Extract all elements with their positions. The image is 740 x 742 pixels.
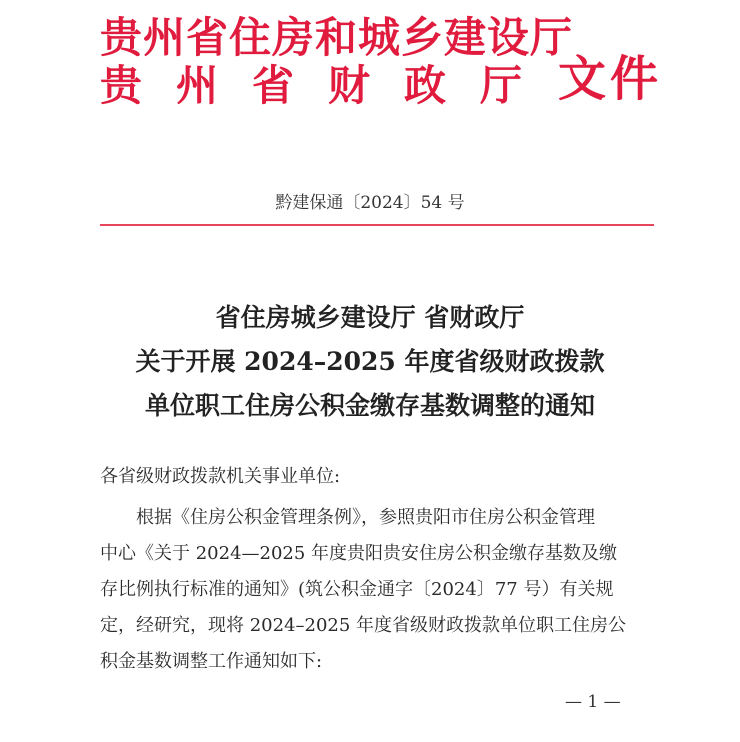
issuing-agencies bbox=[100, 14, 573, 110]
document-type-label: 文件 bbox=[558, 51, 663, 107]
issuer-finance-dept: 贵州省财政厅 bbox=[100, 61, 557, 110]
document-title bbox=[0, 296, 740, 428]
body-line: 中心《关于 2024—2025 年度贵阳贵安住房公积金缴存基数及缴 bbox=[100, 543, 618, 564]
body-line: 根据《住房公积金管理条例》，参照贵阳市住房公积金管理 bbox=[100, 507, 595, 528]
page-number: — 1 — bbox=[565, 692, 621, 712]
body-paragraph bbox=[100, 500, 660, 680]
title-line-1: 省住房城乡建设厅 省财政厅 bbox=[215, 303, 525, 332]
document-number: 黔建保通〔2024〕54 号 bbox=[275, 193, 465, 213]
body-line: 积金基数调整工作通知如下: bbox=[100, 651, 323, 672]
title-line-3: 单位职工住房公积金缴存基数调整的通知 bbox=[144, 391, 595, 420]
body-line: 存比例执行标准的通知》(筑公积金通字〔2024〕77 号）有关规 bbox=[100, 579, 614, 600]
title-line-2: 关于开展 2024–2025 年度省级财政拨款 bbox=[135, 347, 605, 376]
salutation: 各省级财政拨款机关事业单位: bbox=[100, 466, 341, 487]
body-line: 定，经研究，现将 2024–2025 年度省级财政拨款单位职工住房公 bbox=[100, 615, 627, 636]
issuer-housing-dept: 贵州省住房和城乡建设厅 bbox=[100, 13, 574, 62]
red-separator-line bbox=[100, 224, 654, 226]
